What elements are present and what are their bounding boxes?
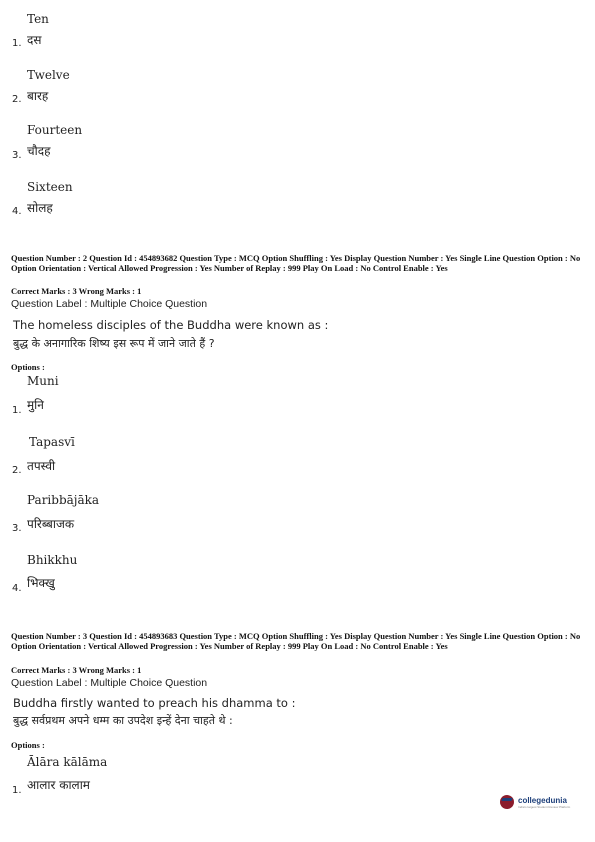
option-text-en: Muni (27, 374, 59, 388)
question-marks: Correct Marks : 3 Wrong Marks : 1 (11, 665, 142, 675)
question-meta: Question Number : 2 Question Id : 454893682 Question Type : MCQ Option Shuffling : Yes Display Question Number : Yes Single Line Question Option : No Option Orientation : Vertical Allowed Progression : Yes Number of Replay : 999 Play On Load : No Control Enable : Yes (11, 253, 581, 273)
option-text-hi: बारह (27, 89, 49, 103)
option-number: 2. (12, 94, 22, 105)
option-text-en: Bhikkhu (27, 553, 78, 567)
option-number: 3. (12, 150, 22, 161)
option-number: 3. (12, 523, 22, 534)
option-text-en: Ten (27, 12, 49, 26)
option-number: 2. (12, 465, 22, 476)
logo-name: collegedunia (518, 795, 567, 805)
option-text-hi: सोलह (27, 201, 53, 215)
option-text-en: Ālāra kālāma (27, 755, 108, 769)
question-marks: Correct Marks : 3 Wrong Marks : 1 (11, 286, 142, 296)
graduation-cap-icon (500, 795, 514, 809)
question-text-en: The homeless disciples of the Buddha were known as : (13, 318, 329, 332)
question-text-hi: बुद्ध के अनागारिक शिष्य इस रूप में जाने जाते हैं ? (13, 337, 215, 350)
option-number: 1. (12, 38, 22, 49)
option-text-hi: परिब्बाजक (27, 517, 75, 531)
option-number: 4. (12, 206, 22, 217)
option-text-hi: तपस्वी (27, 459, 56, 473)
question-label: Question Label : Multiple Choice Question (11, 677, 208, 689)
question-label: Question Label : Multiple Choice Question (11, 298, 208, 310)
option-text-en: Paribbājāka (27, 493, 100, 507)
logo-tagline: India's largest Student Review Platform (518, 804, 571, 809)
option-text-en: Sixteen (27, 180, 73, 194)
option-number: 1. (12, 785, 22, 796)
option-text-hi: भिक्खु (27, 576, 55, 590)
option-text-hi: दस (27, 33, 42, 47)
option-number: 4. (12, 583, 22, 594)
question-text-hi: बुद्ध सर्वप्रथम अपने धम्म का उपदेश इन्हें देना चाहते थे : (13, 714, 233, 727)
options-heading: Options : (11, 362, 45, 372)
option-text-en: Twelve (27, 68, 70, 82)
option-number: 1. (12, 405, 22, 416)
question-text-en: Buddha firstly wanted to preach his dhamma to : (13, 696, 296, 710)
option-text-hi: मुनि (27, 398, 44, 412)
collegedunia-logo (500, 795, 570, 809)
option-text-hi: आलार कालाम (27, 778, 90, 792)
question-meta: Question Number : 3 Question Id : 454893683 Question Type : MCQ Option Shuffling : Yes Display Question Number : Yes Single Line Question Option : No Option Orientation : Vertical Allowed Progression : Yes Number of Replay : 999 Play On Load : No Control Enable : Yes (11, 631, 581, 651)
option-text-hi: चौदह (27, 144, 51, 158)
option-text-en: Fourteen (27, 123, 83, 137)
options-heading: Options : (11, 740, 45, 750)
option-text-en: Tapasvī (29, 435, 75, 449)
